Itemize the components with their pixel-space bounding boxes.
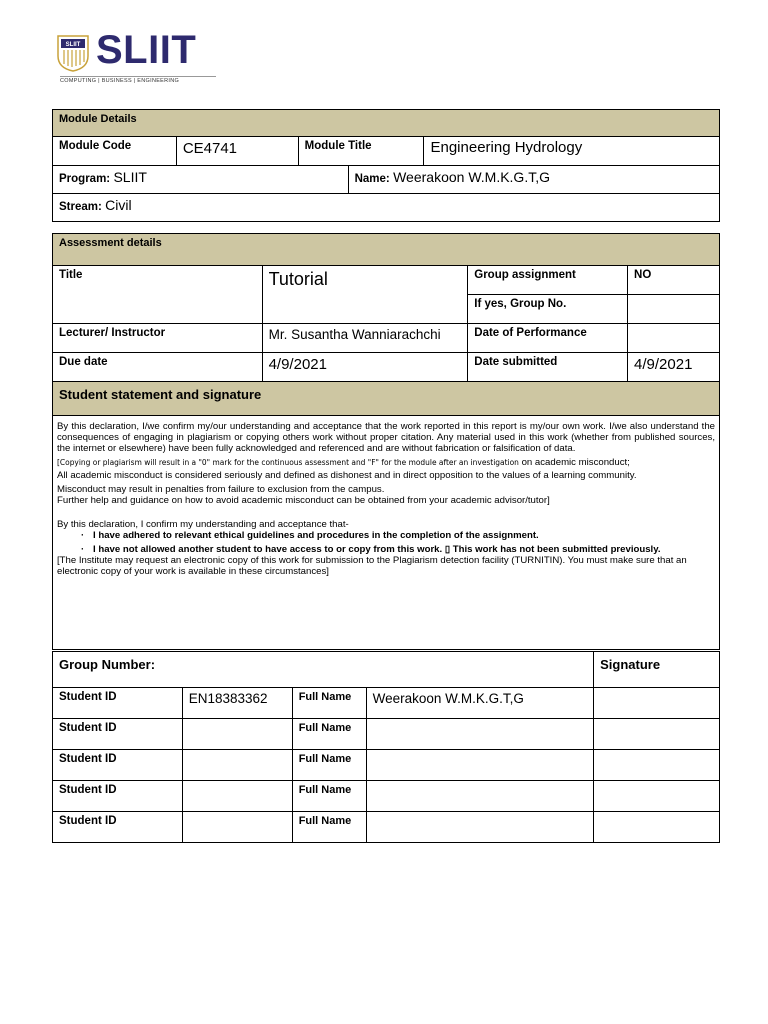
group-assignment-label: Group assignment [468, 266, 628, 295]
program-value: SLIIT [113, 169, 147, 185]
due-date-label: Due date [53, 353, 263, 382]
full-name-label: Full Name [292, 688, 366, 719]
student-id-value [182, 781, 292, 812]
signature-cell [594, 688, 720, 719]
signature-label: Signature [594, 652, 720, 688]
lecturer-label: Lecturer/ Instructor [53, 324, 263, 353]
date-performance-value [628, 324, 720, 353]
module-title-label: Module Title [298, 137, 424, 166]
table-row [53, 781, 720, 812]
assessment-header: Assessment details [53, 234, 720, 266]
logo-wordmark: SLIIT [96, 28, 197, 72]
student-id-label: Student ID [53, 719, 183, 750]
program-label: Program: [59, 173, 111, 185]
statement-body [53, 416, 720, 650]
program-cell [53, 166, 349, 194]
statement-bullet-2: · I have not allowed another student to have access to or copy from this work. ▯ This work has not been submitted previously. [81, 544, 661, 555]
full-name-value [366, 812, 594, 843]
full-name-label: Full Name [292, 750, 366, 781]
full-name-value [366, 750, 594, 781]
svg-text:SLIIT: SLIIT [65, 42, 81, 48]
group-no-value [628, 295, 720, 324]
statement-warning: [Copying or plagiarism will result in a "0" mark for the continuous assessment and "F" for the module after an investigation [57, 457, 519, 467]
statement-paragraph-3: All academic misconduct is considered seriously and defined as dishonest and in direct opposition to the values of a learning community. [57, 470, 637, 481]
table-row [53, 719, 720, 750]
stream-value: Civil [105, 197, 132, 213]
assessment-details-table [52, 233, 720, 650]
title-label: Title [53, 266, 263, 324]
date-performance-label: Date of Performance [468, 324, 628, 353]
student-id-value: EN18383362 [182, 688, 292, 719]
student-id-label: Student ID [53, 750, 183, 781]
module-details-table [52, 109, 720, 222]
full-name-value: Weerakoon W.M.K.G.T,G [366, 688, 594, 719]
name-value: Weerakoon W.M.K.G.T,G [393, 169, 550, 185]
group-no-label: If yes, Group No. [468, 295, 628, 324]
student-id-label: Student ID [53, 781, 183, 812]
name-cell [348, 166, 719, 194]
signature-cell [594, 812, 720, 843]
full-name-label: Full Name [292, 812, 366, 843]
full-name-value [366, 719, 594, 750]
student-id-value [182, 750, 292, 781]
sliit-logo [56, 28, 218, 88]
signature-cell [594, 781, 720, 812]
student-id-value [182, 812, 292, 843]
group-assignment-value: NO [628, 266, 720, 295]
table-row [53, 688, 720, 719]
student-id-label: Student ID [53, 688, 183, 719]
title-value: Tutorial [262, 266, 468, 324]
due-date-value: 4/9/2021 [262, 353, 468, 382]
crest-icon [56, 34, 90, 72]
student-id-label: Student ID [53, 812, 183, 843]
stream-label: Stream: [59, 201, 102, 213]
statement-paragraph-4: Misconduct may result in penalties from failure to exclusion from the campus. [57, 484, 385, 495]
statement-paragraph-1: By this declaration, I/we confirm my/our understanding and acceptance that the work reported in this report is my/our own work. I/we also understand the consequences of engaging in plagiarism or copying others work without proper citation. Any material used in this work (whether from published sources, the internet or elsewhere) have been fully acknowledged and referenced and are without fabrication or falsification of data. [57, 421, 715, 454]
date-submitted-value: 4/9/2021 [628, 353, 720, 382]
statement-header: Student statement and signature [53, 382, 720, 416]
table-row [53, 812, 720, 843]
module-code-value: CE4741 [176, 137, 298, 166]
full-name-label: Full Name [292, 719, 366, 750]
name-label: Name: [354, 173, 390, 185]
statement-warning-end: on academic misconduct; [518, 457, 630, 468]
student-id-value [182, 719, 292, 750]
logo-tagline: COMPUTING | BUSINESS | ENGINEERING [60, 76, 216, 84]
module-details-header: Module Details [53, 110, 720, 137]
statement-bullet-1: · I have adhered to relevant ethical guidelines and procedures in the completion of the assignment. [81, 530, 539, 541]
signature-cell [594, 719, 720, 750]
module-code-label: Module Code [53, 137, 177, 166]
table-row [53, 750, 720, 781]
module-title-value: Engineering Hydrology [424, 137, 720, 166]
statement-paragraph-7: [The Institute may request an electronic copy of this work for submission to the Plagiarism detection facility (TURNITIN). You must make sure that an electronic copy of your work is available in these circumstances] [57, 555, 687, 577]
statement-paragraph-6: By this declaration, I confirm my understanding and acceptance that- [57, 519, 349, 530]
full-name-label: Full Name [292, 781, 366, 812]
date-submitted-label: Date submitted [468, 353, 628, 382]
lecturer-value: Mr. Susantha Wanniarachchi [262, 324, 468, 353]
full-name-value [366, 781, 594, 812]
student-table [52, 651, 720, 843]
statement-paragraph-5: Further help and guidance on how to avoid academic misconduct can be obtained from your academic advisor/tutor] [57, 495, 550, 506]
group-number-label: Group Number: [53, 652, 594, 688]
stream-cell [53, 194, 720, 222]
signature-cell [594, 750, 720, 781]
